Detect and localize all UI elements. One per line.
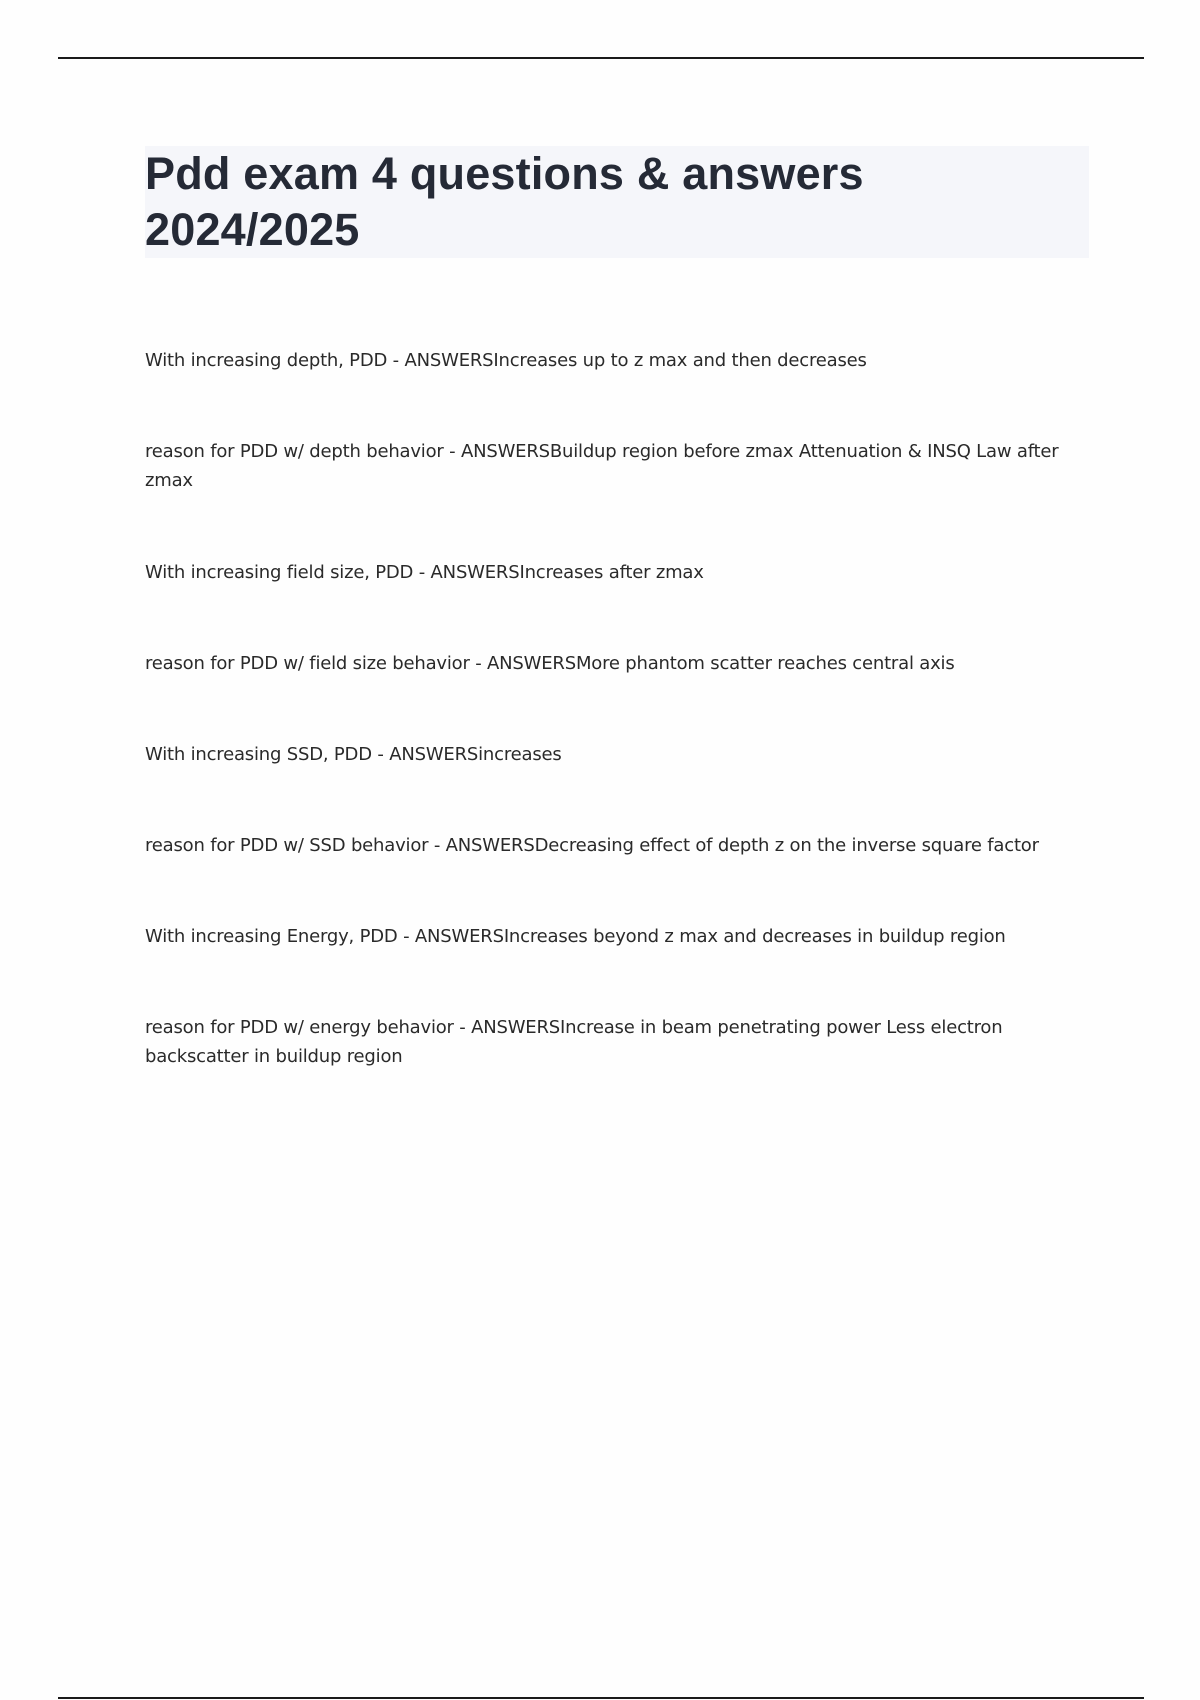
qa-item-7: With increasing Energy, PDD - ANSWERSIncreases beyond z max and decreases in buildup region [145, 926, 1006, 947]
qa-item-2: reason for PDD w/ depth behavior - ANSWERSBuildup region before zmax Attenuation & INSQ Law after zmax [145, 441, 1059, 491]
title-banner [145, 146, 1089, 258]
bottom-rule [58, 1697, 1144, 1699]
top-rule [58, 57, 1144, 59]
qa-item-1: With increasing depth, PDD - ANSWERSIncreases up to z max and then decreases [145, 350, 867, 371]
qa-item-4: reason for PDD w/ field size behavior - ANSWERSMore phantom scatter reaches central axis [145, 653, 955, 674]
document-title: Pdd exam 4 questions & answers 2024/2025 [145, 148, 864, 255]
qa-item-3: With increasing field size, PDD - ANSWERSIncreases after zmax [145, 562, 704, 583]
qa-item-5: With increasing SSD, PDD - ANSWERSincreases [145, 744, 562, 765]
qa-item-8: reason for PDD w/ energy behavior - ANSWERSIncrease in beam penetrating power Less electron backscatter in buildup region [145, 1017, 1003, 1067]
qa-item-6: reason for PDD w/ SSD behavior - ANSWERSDecreasing effect of depth z on the inverse square factor [145, 835, 1039, 856]
